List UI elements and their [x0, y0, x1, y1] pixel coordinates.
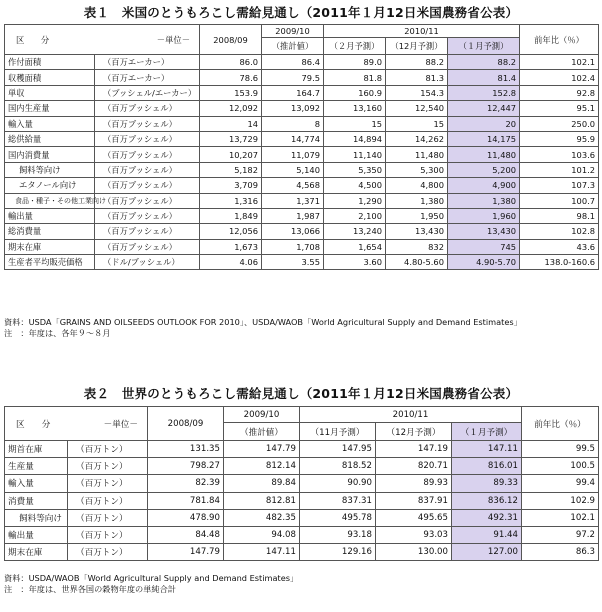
- table-row: [5, 70, 599, 85]
- row-value: 100.7: [520, 193, 599, 208]
- row-unit: （百万ブッシェル）: [95, 239, 200, 254]
- row-value: 79.5: [262, 70, 324, 85]
- row-value: 1,673: [200, 239, 262, 254]
- row-unit: （百万ブッシェル）: [95, 131, 200, 146]
- row-value: 97.2: [522, 526, 599, 543]
- row-value: 4.90-5.70: [448, 255, 520, 270]
- row-value: 816.01: [452, 458, 522, 475]
- row-value: 95.9: [520, 131, 599, 146]
- row-label: 輸入量: [5, 116, 95, 131]
- row-value: 81.8: [324, 70, 386, 85]
- row-value: 4,800: [386, 178, 448, 193]
- row-value: 2,100: [324, 208, 386, 223]
- row-value: 482.35: [224, 509, 300, 526]
- row-value: 13,430: [386, 224, 448, 239]
- row-value: 1,371: [262, 193, 324, 208]
- row-label: 総供給量: [5, 131, 95, 146]
- row-value: 4,500: [324, 178, 386, 193]
- row-value: 820.71: [376, 458, 452, 475]
- row-unit: （百万ブッシェル）: [95, 178, 200, 193]
- table-row: [5, 224, 599, 239]
- table1: [4, 24, 599, 270]
- row-label: 生産量: [5, 458, 68, 475]
- row-label: 作付面積: [5, 55, 95, 70]
- row-unit: （百万トン）: [68, 509, 148, 526]
- table2-sub-2010-a: （11月予測）: [300, 423, 376, 441]
- row-value: 1,950: [386, 208, 448, 223]
- row-unit: （百万ブッシェル）: [95, 101, 200, 116]
- row-value: 495.65: [376, 509, 452, 526]
- row-value: 15: [386, 116, 448, 131]
- table2-item-label: 区 分: [16, 419, 51, 430]
- table2: [4, 406, 599, 561]
- row-label: 総消費量: [5, 224, 95, 239]
- row-value: 93.03: [376, 526, 452, 543]
- table1-header-2008: 2008/09: [200, 25, 262, 55]
- row-label: 輸出量: [5, 526, 68, 543]
- row-unit: （百万トン）: [68, 475, 148, 492]
- row-unit: （百万ブッシェル）: [95, 224, 200, 239]
- row-value: 86.0: [200, 55, 262, 70]
- row-value: 12,092: [200, 101, 262, 116]
- table2-body: [5, 441, 599, 561]
- table2-header-2008: 2008/09: [148, 407, 224, 441]
- row-value: 152.8: [448, 85, 520, 100]
- row-value: 5,200: [448, 162, 520, 177]
- row-value: 78.6: [200, 70, 262, 85]
- row-value: 13,240: [324, 224, 386, 239]
- table1-header-2010: 2010/11: [324, 25, 520, 38]
- row-value: 11,480: [448, 147, 520, 162]
- row-value: 250.0: [520, 116, 599, 131]
- table-row: [5, 131, 599, 146]
- row-value: 130.00: [376, 544, 452, 561]
- row-value: 1,987: [262, 208, 324, 223]
- row-unit: （ブッシェル/エーカー）: [95, 85, 200, 100]
- table-row: [5, 147, 599, 162]
- table-row: [5, 55, 599, 70]
- row-value: 478.90: [148, 509, 224, 526]
- row-label: 国内生産量: [5, 101, 95, 116]
- table2-notes: [4, 573, 298, 595]
- row-unit: （百万ブッシェル）: [95, 116, 200, 131]
- row-value: 100.5: [522, 458, 599, 475]
- row-value: 4,568: [262, 178, 324, 193]
- row-value: 99.4: [522, 475, 599, 492]
- row-value: 1,316: [200, 193, 262, 208]
- table1-header-item: [5, 25, 200, 55]
- table1-body: [5, 55, 599, 270]
- row-unit: （ドル/ブッシェル）: [95, 255, 200, 270]
- row-value: 147.79: [148, 544, 224, 561]
- row-value: 13,160: [324, 101, 386, 116]
- row-label: 生産者平均販売価格: [5, 255, 95, 270]
- row-value: 1,708: [262, 239, 324, 254]
- table-row: [5, 492, 599, 509]
- row-value: 147.11: [224, 544, 300, 561]
- table-row: [5, 178, 599, 193]
- row-value: 818.52: [300, 458, 376, 475]
- table2-sub-2010-c: （１月予測）: [452, 423, 522, 441]
- row-value: 12,056: [200, 224, 262, 239]
- table1-unit-label: －単位－: [156, 34, 190, 45]
- row-value: 89.84: [224, 475, 300, 492]
- row-value: 82.39: [148, 475, 224, 492]
- row-value: 12,540: [386, 101, 448, 116]
- row-unit: （百万トン）: [68, 458, 148, 475]
- row-value: 745: [448, 239, 520, 254]
- row-value: 781.84: [148, 492, 224, 509]
- row-label: 輸入量: [5, 475, 68, 492]
- table-row: [5, 475, 599, 492]
- row-value: 91.44: [452, 526, 522, 543]
- table1-item-label: 区 分: [16, 34, 50, 45]
- row-value: 15: [324, 116, 386, 131]
- table1-year-note: 注 ：年度は、各年９～８月: [4, 328, 111, 338]
- row-value: 89.93: [376, 475, 452, 492]
- row-unit: （百万エーカー）: [95, 55, 200, 70]
- row-value: 84.48: [148, 526, 224, 543]
- row-value: 107.3: [520, 178, 599, 193]
- row-value: 131.35: [148, 441, 224, 458]
- row-value: 147.95: [300, 441, 376, 458]
- row-value: 153.9: [200, 85, 262, 100]
- table1-notes: [4, 317, 522, 339]
- table-row: [5, 458, 599, 475]
- row-value: 129.16: [300, 544, 376, 561]
- table2-sub-2009: （推計値）: [224, 423, 300, 441]
- row-value: 102.9: [522, 492, 599, 509]
- row-label: 単収: [5, 85, 95, 100]
- row-label: 収穫面積: [5, 70, 95, 85]
- row-value: 147.19: [376, 441, 452, 458]
- row-value: 14: [200, 116, 262, 131]
- row-unit: （百万トン）: [68, 526, 148, 543]
- row-value: 14,175: [448, 131, 520, 146]
- table-row: [5, 441, 599, 458]
- row-value: 812.81: [224, 492, 300, 509]
- row-value: 20: [448, 116, 520, 131]
- table1-sub-2010-b: （12月予測）: [386, 38, 448, 55]
- table-row: [5, 208, 599, 223]
- row-value: 14,774: [262, 131, 324, 146]
- table2-year-note: 注 ：年度は、世界各国の穀物年度の単純合計: [4, 584, 176, 594]
- table2-title: 表２ 世界のとうもろこし需給見通し（2011年１月12日米国農務省公表）: [83, 386, 519, 401]
- table2-header-change: 前年比（％）: [522, 407, 599, 441]
- table-row: [5, 239, 599, 254]
- table1-sub-2010-a: （２月予測）: [324, 38, 386, 55]
- row-value: 89.33: [452, 475, 522, 492]
- row-value: 1,960: [448, 208, 520, 223]
- row-value: 11,480: [386, 147, 448, 162]
- row-value: 88.2: [386, 55, 448, 70]
- row-value: 1,380: [448, 193, 520, 208]
- table1-sub-2010-c: （１月予測）: [448, 38, 520, 55]
- row-value: 4.06: [200, 255, 262, 270]
- row-unit: （百万エーカー）: [95, 70, 200, 85]
- row-unit: （百万トン）: [68, 492, 148, 509]
- table1-header-2009: 2009/10: [262, 25, 324, 38]
- row-value: 3.60: [324, 255, 386, 270]
- row-value: 492.31: [452, 509, 522, 526]
- row-value: 10,207: [200, 147, 262, 162]
- row-value: 103.6: [520, 147, 599, 162]
- row-value: 102.1: [520, 55, 599, 70]
- row-label: 期末在庫: [5, 239, 95, 254]
- row-value: 147.79: [224, 441, 300, 458]
- row-value: 13,092: [262, 101, 324, 116]
- table2-source-note: 資料：USDA/WAOB「World Agricultural Supply and Demand Estimates」: [4, 573, 299, 583]
- row-value: 102.1: [522, 509, 599, 526]
- row-value: 81.3: [386, 70, 448, 85]
- row-label: 消費量: [5, 492, 68, 509]
- row-value: 14,262: [386, 131, 448, 146]
- row-label: 食品・種子・その他工業向け: [5, 193, 95, 208]
- row-unit: （百万ブッシェル）: [95, 193, 200, 208]
- row-label: 国内消費量: [5, 147, 95, 162]
- row-value: 98.1: [520, 208, 599, 223]
- row-value: 89.0: [324, 55, 386, 70]
- row-value: 102.4: [520, 70, 599, 85]
- row-value: 5,300: [386, 162, 448, 177]
- table2-header-item: [5, 407, 148, 441]
- row-value: 102.8: [520, 224, 599, 239]
- row-label: 輸出量: [5, 208, 95, 223]
- row-label: エタノール向け: [5, 178, 95, 193]
- row-value: 5,140: [262, 162, 324, 177]
- row-value: 12,447: [448, 101, 520, 116]
- row-value: 1,290: [324, 193, 386, 208]
- row-value: 832: [386, 239, 448, 254]
- row-value: 81.4: [448, 70, 520, 85]
- row-value: 495.78: [300, 509, 376, 526]
- table1-title: 表１ 米国のとうもろこし需給見通し（2011年１月12日米国農務省公表）: [83, 5, 519, 20]
- row-value: 1,849: [200, 208, 262, 223]
- table2-unit-label: －単位－: [103, 419, 138, 430]
- table2-header-2010: 2010/11: [300, 407, 522, 423]
- row-value: 90.90: [300, 475, 376, 492]
- table-row: [5, 526, 599, 543]
- row-value: 14,894: [324, 131, 386, 146]
- row-value: 138.0-160.6: [520, 255, 599, 270]
- row-value: 13,066: [262, 224, 324, 239]
- row-value: 147.11: [452, 441, 522, 458]
- row-unit: （百万トン）: [68, 441, 148, 458]
- row-value: 99.5: [522, 441, 599, 458]
- row-value: 812.14: [224, 458, 300, 475]
- row-value: 1,380: [386, 193, 448, 208]
- table1-source-note: 資料：USDA「GRAINS AND OILSEEDS OUTLOOK FOR 2010」、USDA/WAOB「World Agricultural Supply and Demand Estimates」: [4, 317, 522, 327]
- row-value: 43.6: [520, 239, 599, 254]
- row-value: 837.91: [376, 492, 452, 509]
- table-row: [5, 162, 599, 177]
- row-value: 11,140: [324, 147, 386, 162]
- row-value: 11,079: [262, 147, 324, 162]
- row-value: 837.31: [300, 492, 376, 509]
- row-unit: （百万ブッシェル）: [95, 162, 200, 177]
- row-value: 13,729: [200, 131, 262, 146]
- row-value: 1,654: [324, 239, 386, 254]
- table2-header-2009: 2009/10: [224, 407, 300, 423]
- row-value: 88.2: [448, 55, 520, 70]
- table-row: [5, 85, 599, 100]
- table-row: [5, 255, 599, 270]
- row-value: 86.3: [522, 544, 599, 561]
- table1-header-change: 前年比（％）: [520, 25, 599, 55]
- table-row: [5, 116, 599, 131]
- table-row: [5, 101, 599, 116]
- row-value: 160.9: [324, 85, 386, 100]
- row-label: 期末在庫: [5, 544, 68, 561]
- row-value: 3.55: [262, 255, 324, 270]
- table-row: [5, 544, 599, 561]
- row-label: 飼料等向け: [5, 509, 68, 526]
- row-value: 5,182: [200, 162, 262, 177]
- row-unit: （百万トン）: [68, 544, 148, 561]
- row-value: 94.08: [224, 526, 300, 543]
- table-row: [5, 193, 599, 208]
- row-value: 101.2: [520, 162, 599, 177]
- row-value: 4.80-5.60: [386, 255, 448, 270]
- row-value: 154.3: [386, 85, 448, 100]
- table1-sub-2009: （推計値）: [262, 38, 324, 55]
- row-value: 93.18: [300, 526, 376, 543]
- row-value: 127.00: [452, 544, 522, 561]
- row-value: 3,709: [200, 178, 262, 193]
- row-value: 92.8: [520, 85, 599, 100]
- row-label: 飼料等向け: [5, 162, 95, 177]
- row-value: 164.7: [262, 85, 324, 100]
- row-unit: （百万ブッシェル）: [95, 147, 200, 162]
- row-value: 8: [262, 116, 324, 131]
- row-value: 4,900: [448, 178, 520, 193]
- row-label: 期首在庫: [5, 441, 68, 458]
- table-row: [5, 509, 599, 526]
- row-value: 95.1: [520, 101, 599, 116]
- row-unit: （百万ブッシェル）: [95, 208, 200, 223]
- row-value: 13,430: [448, 224, 520, 239]
- row-value: 836.12: [452, 492, 522, 509]
- row-value: 798.27: [148, 458, 224, 475]
- table2-sub-2010-b: （12月予測）: [376, 423, 452, 441]
- row-value: 5,350: [324, 162, 386, 177]
- row-value: 86.4: [262, 55, 324, 70]
